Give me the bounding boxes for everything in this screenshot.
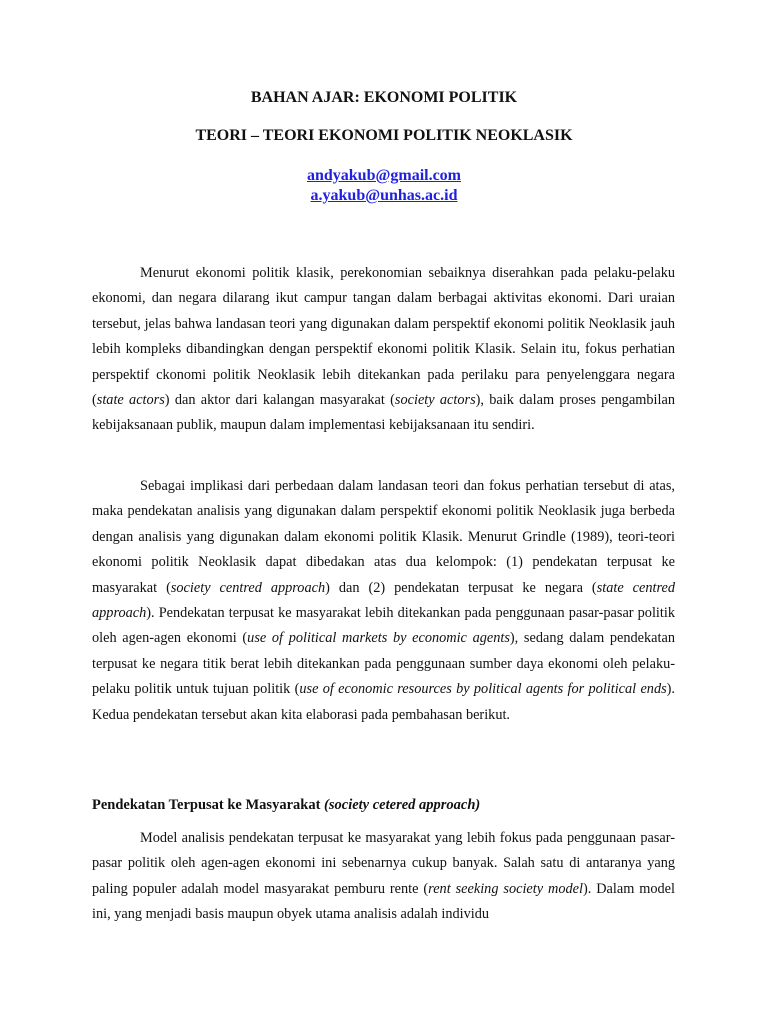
paragraph-1-text-a: Menurut ekonomi politik klasik, perekonomian sebaiknya diserahkan pada pelaku-pelaku ekonomi, dan negara dilarang ikut campur tangan dalam berbagai aktivitas ekonomi. Dari uraian tersebut, jelas bahwa landasan teori yang digunakan dalam perspektif ekonomi politik Neoklasik jauh lebih kompleks dibandingkan dengan perspektif ekonomi politik Klasik. Selain itu, fokus perhatian perspektif ckonomi politik Neoklasik lebih ditekankan pada perilaku para penyelenggara negara ( <box>92 265 675 409</box>
document-subtitle: TEORI – TEORI EKONOMI POLITIK NEOKLASIK <box>195 127 573 144</box>
paragraph-3 <box>92 826 675 928</box>
email-link-gmail[interactable]: andyakub@gmail.com <box>306 167 462 184</box>
term-use-of-political-markets: use of political markets by economic agents <box>247 630 510 647</box>
term-rent-seeking-society-model: rent seeking society model <box>428 880 583 897</box>
paragraph-2-text-b: ) dan (2) pendekatan terpusat ke negara ( <box>325 579 597 596</box>
paragraph-1-text-c: ), baik dalam proses pengambilan kebijaksanaan publik, maupun dalam implementasi kebijaksanaan itu sendiri. <box>92 392 675 434</box>
paragraph-2 <box>92 474 675 728</box>
term-state-centred-approach: state centred approach <box>92 579 676 622</box>
term-use-of-economic-resources: use of economic resources by political agents for political ends <box>299 681 667 698</box>
section-heading <box>92 795 480 815</box>
author-emails <box>0 166 768 206</box>
term-state-actors: state actors <box>96 392 165 409</box>
paragraph-3-text-a: Model analisis pendekatan terpusat ke masyarakat yang lebih fokus pada penggunaan pasar-pasar politik oleh agen-agen ekonomi ini sebenarnya cukup banyak. Salah satu di antaranya yang paling populer adalah model masyarakat pemburu rente ( <box>92 830 675 897</box>
paragraph-2-text-a: Sebagai implikasi dari perbedaan dalam landasan teori dan fokus perhatian tersebut di atas, maka pendekatan analisis yang digunakan dalam perspektif ekonomi politik Neoklasik juga berbeda dengan analisis yang digunakan dalam ekonomi politik Klasik. Menurut Grindle (1989), teori-teori ekonomi politik Neoklasik dapat dibedakan atas dua kelompok: (1) pendekatan terpusat ke masyarakat ( <box>92 478 675 596</box>
paragraph-2-text-d: ), sedang dalam pendekatan terpusat ke negara titik berat lebih ditekankan pada penggunaan sumber daya ekonomi oleh pelaku-pelaku politik untuk tujuan politik ( <box>92 630 675 698</box>
section-heading-text: Pendekatan Terpusat ke Masyarakat <box>92 797 325 813</box>
email-link-unhas[interactable]: a.yakub@unhas.ac.id <box>310 187 458 204</box>
paragraph-1-text-b: ) dan aktor dari kalangan masyarakat ( <box>164 392 395 409</box>
document-title: BAHAN AJAR: EKONOMI POLITIK <box>250 89 518 106</box>
paragraph-1 <box>92 261 675 439</box>
paragraph-3-text-b: ). Dalam model ini, yang menjadi basis maupun obyek utama analisis adalah individu <box>92 880 675 923</box>
paragraph-2-text-e: ). Kedua pendekatan tersebut akan kita elaborasi pada pembahasan berikut. <box>92 681 676 723</box>
section-heading-italic: (society cetered approach) <box>324 797 481 813</box>
term-society-centred-approach: society centred approach <box>170 579 326 596</box>
term-society-actors: society actors <box>394 392 476 409</box>
paragraph-2-text-c: ). Pendekatan terpusat ke masyarakat lebih ditekankan pada penggunaan pasar-pasar politik oleh agen-agen ekonomi ( <box>92 605 675 647</box>
